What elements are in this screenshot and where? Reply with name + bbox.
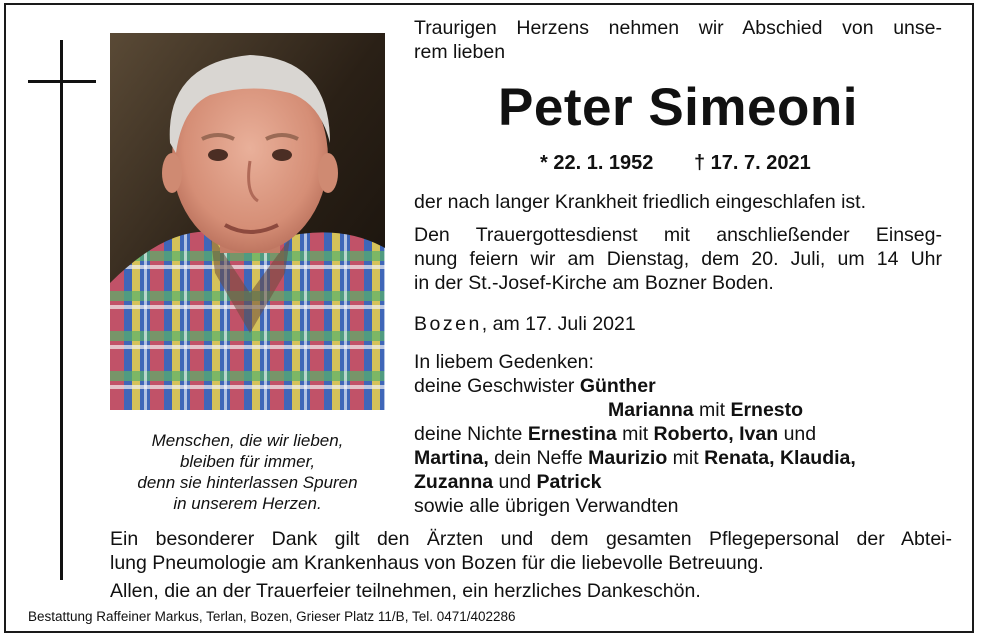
thanks-line: Allen, die an der Trauerfeier teilnehmen, ein herzliches Dankeschön.: [110, 580, 701, 602]
place-date: [414, 312, 942, 336]
connector: mit: [693, 399, 731, 421]
nephew-child: Patrick: [536, 471, 602, 493]
nephew-name: Maurizio: [588, 447, 668, 469]
connector: mit: [616, 423, 654, 445]
cross-icon-vertical: [60, 40, 63, 580]
service-line: nung feiern wir am Dienstag, dem 20. Juli, um 14 Uhr: [414, 248, 942, 270]
nephew-family: Renata, Klaudia,: [704, 447, 856, 469]
portrait-photo: [110, 33, 385, 410]
relatives-line: sowie alle übrigen Verwandten: [414, 495, 679, 517]
nephew-label: dein Neffe: [488, 447, 589, 469]
thanks-line: Ein besonderer Dank gilt den Ärzten und dem gesamten Pflegepersonal der Abtei-: [110, 528, 952, 550]
nephew-line: [414, 446, 942, 470]
partner-name: Ernesto: [730, 399, 804, 421]
connector: und: [493, 471, 537, 493]
connector: und: [778, 423, 817, 445]
nephew-child: Zuzanna: [414, 471, 494, 493]
cross-icon-horizontal: [28, 80, 96, 83]
service-line: in der St.-Josef-Kirche am Bozner Boden.: [414, 272, 774, 294]
birth-date: * 22. 1. 1952: [540, 152, 654, 174]
quote-line: in unserem Herzen.: [173, 494, 322, 513]
quote-line: Menschen, die wir lieben,: [151, 431, 344, 450]
place: Bozen: [414, 313, 482, 335]
connector: mit: [667, 447, 705, 469]
passing-text: der nach langer Krankheit friedlich eingeschlafen ist.: [414, 191, 867, 213]
sibling-name: Marianna: [608, 399, 694, 421]
service-line: Den Trauergottesdienst mit anschließender Einseg-: [414, 224, 942, 246]
quote-line: bleiben für immer,: [179, 452, 316, 471]
quote-line: denn sie hinterlassen Spuren: [137, 473, 358, 492]
sibling-name: Günther: [579, 375, 656, 397]
intro-line: Traurigen Herzens nehmen wir Abschied von unse-: [414, 17, 942, 39]
niece-child: Martina,: [414, 447, 489, 469]
funeral-home-info: Bestattung Raffeiner Markus, Terlan, Bozen, Grieser Platz 11/B, Tel. 0471/402286: [28, 609, 516, 624]
niece-name: Ernestina: [527, 423, 617, 445]
siblings-line-2: [608, 398, 938, 422]
niece-label: deine Nichte: [414, 423, 528, 445]
siblings-label: deine Geschwister: [414, 375, 580, 397]
intro-line: rem lieben: [414, 41, 506, 63]
death-date: † 17. 7. 2021: [694, 152, 811, 174]
niece-line: [414, 422, 942, 446]
nephew-children-line: [414, 470, 942, 494]
deceased-name: Peter Simeoni: [498, 78, 858, 137]
niece-children: Roberto, Ivan: [653, 423, 779, 445]
memorial-quote: [110, 430, 385, 514]
thanks-line: lung Pneumologie am Krankenhaus von Bozen für die liebevolle Betreuung.: [110, 552, 764, 574]
siblings-line: [414, 374, 942, 398]
mourners-heading: In liebem Gedenken:: [414, 351, 594, 373]
date: , am 17. Juli 2021: [481, 313, 636, 335]
